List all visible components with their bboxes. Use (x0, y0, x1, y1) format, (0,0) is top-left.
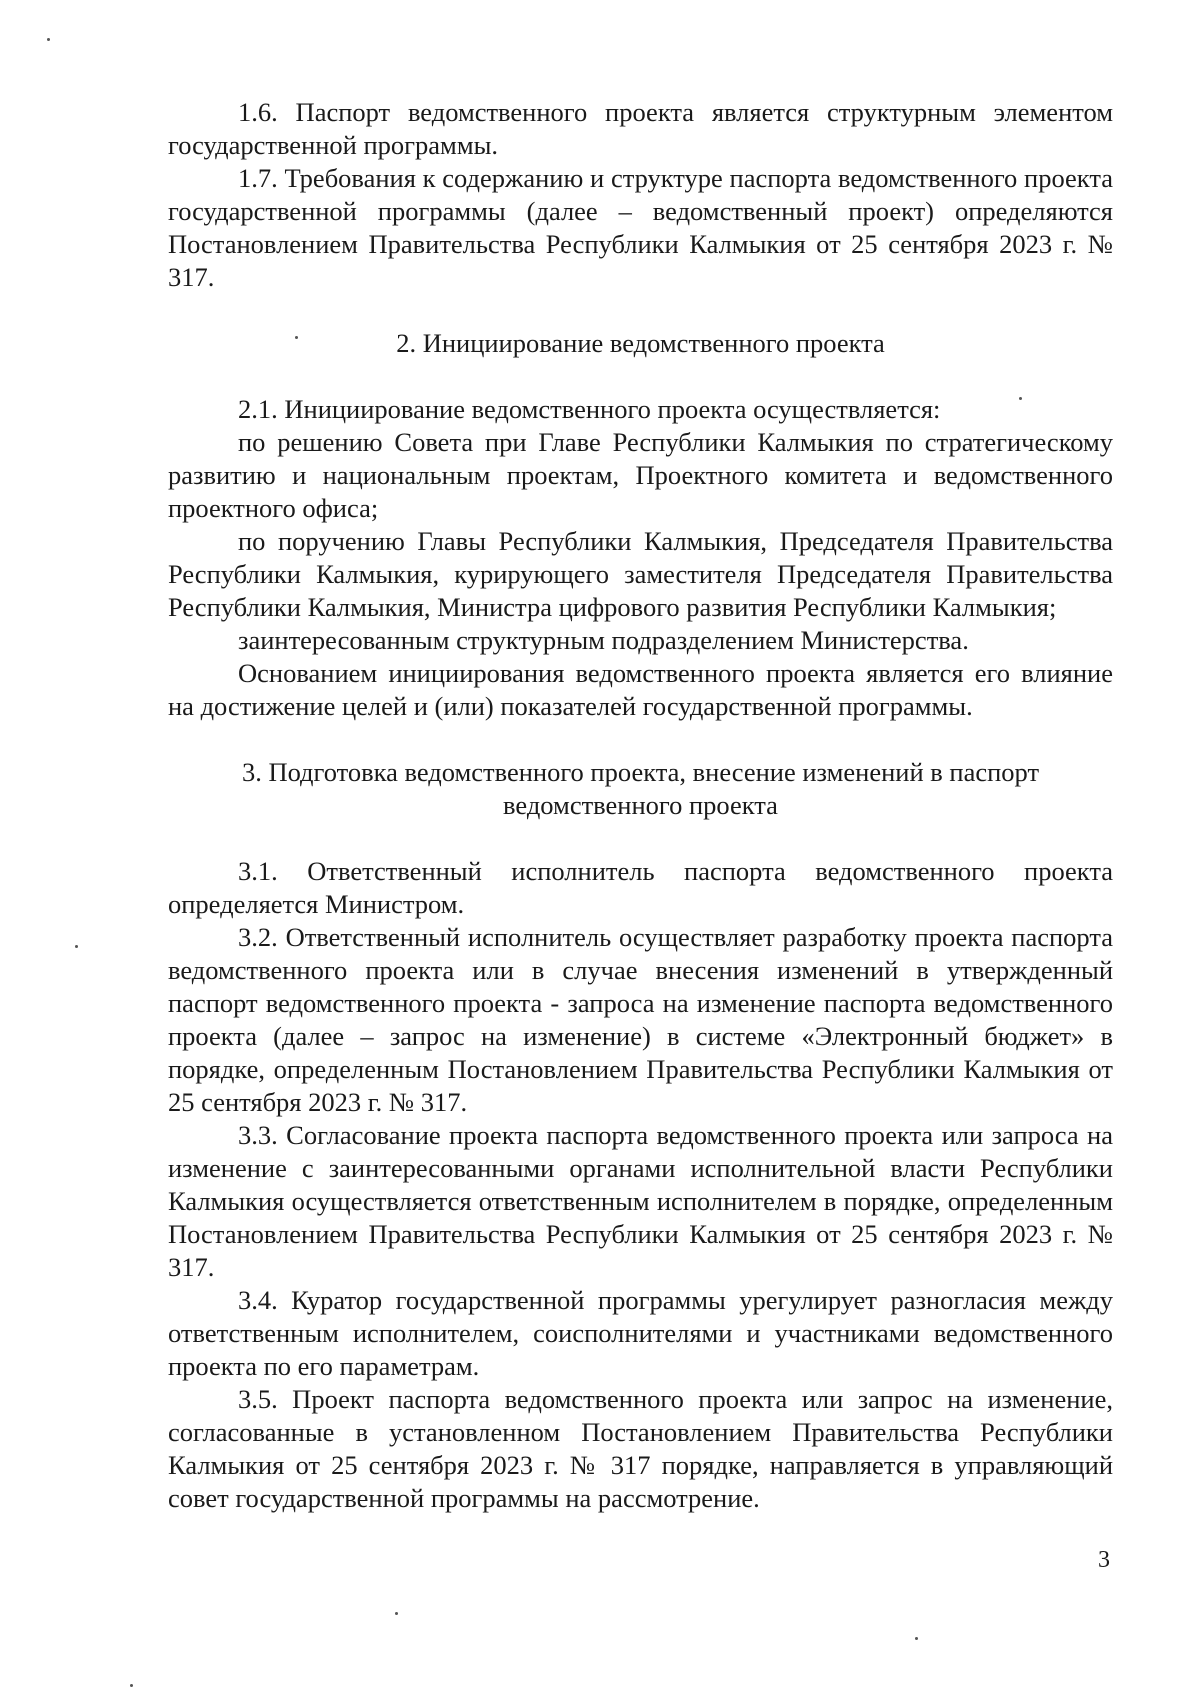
spacer (168, 360, 1113, 393)
paragraph-3-4: 3.4. Куратор государственной программы урегулирует разногласия между ответственным исполнителем, соисполнителями и участниками ведомственного проекта по его параметрам. (168, 1285, 1113, 1381)
section-heading-3: 3. Подготовка ведомственного проекта, внесение изменений в паспорт ведомственного проекта (241, 757, 1040, 820)
section-heading-2: 2. Инициирование ведомственного проекта (396, 328, 885, 358)
paragraph-2-1-item-1: по решению Совета при Главе Республики Калмыкия по стратегическому развитию и национальным проектам, Проектного комитета и ведомственного проектного офиса; (168, 427, 1113, 523)
spacer (168, 294, 1113, 327)
paragraph-3-2: 3.2. Ответственный исполнитель осуществляет разработку проекта паспорта ведомственного проекта или в случае внесения изменений в утвержденный паспорт ведомственного проекта - запроса на изменение паспорта ведомственного проекта (далее – запрос на изменение) в системе «Электронный бюджет» в порядке, определенным Постановлением Правительства Республики Калмыкия от 25 сентября 2023 г. № 317. (168, 922, 1113, 1117)
paragraph-2-1-item-3: заинтересованным структурным подразделением Министерства. (238, 625, 969, 655)
paragraph-2-1-item-2: по поручению Главы Республики Калмыкия, Председателя Правительства Республики Калмыкия, курирующего заместителя Председателя Правительства Республики Калмыкия, Министра цифрового развития Республики Калмыкия; (168, 526, 1113, 622)
scan-speck (47, 38, 50, 41)
paragraph-2-1-basis: Основанием инициирования ведомственного проекта является его влияние на достижение целей и (или) показателей государственной программы. (168, 658, 1113, 721)
paragraph-3-5: 3.5. Проект паспорта ведомственного проекта или запрос на изменение, согласованные в установленном Постановлением Правительства Республики Калмыкия от 25 сентября 2023 г. № 317 порядке, направляется в управляющий совет государственной программы на рассмотрение. (168, 1384, 1113, 1513)
paragraph-1-7: 1.7. Требования к содержанию и структуре паспорта ведомственного проекта государственной программы (далее – ведомственный проект) определяются Постановлением Правительства Республики Калмыкия от 25 сентября 2023 г. № 317. (168, 163, 1113, 292)
scan-speck (395, 1612, 398, 1615)
scan-speck (130, 1684, 133, 1687)
page-number: 3 (1098, 1547, 1110, 1573)
paragraph-3-3: 3.3. Согласование проекта паспорта ведомственного проекта или запроса на изменение с заинтересованными органами исполнительной власти Республики Калмыкия осуществляется ответственным исполнителем в порядке, определенным Постановлением Правительства Республики Калмыкия от 25 сентября 2023 г. № 317. (168, 1120, 1113, 1282)
scan-speck (75, 945, 78, 948)
paragraph-3-1: 3.1. Ответственный исполнитель паспорта ведомственного проекта определяется Министром. (168, 856, 1113, 919)
document-page (168, 96, 1113, 1515)
scan-speck (295, 336, 298, 339)
paragraph-1-6: 1.6. Паспорт ведомственного проекта является структурным элементом государственной программы. (168, 97, 1113, 160)
paragraph-2-1: 2.1. Инициирование ведомственного проекта осуществляется: (238, 394, 941, 424)
scan-speck (1019, 397, 1022, 400)
scan-speck (915, 1637, 918, 1640)
spacer (168, 822, 1113, 855)
spacer (168, 723, 1113, 756)
